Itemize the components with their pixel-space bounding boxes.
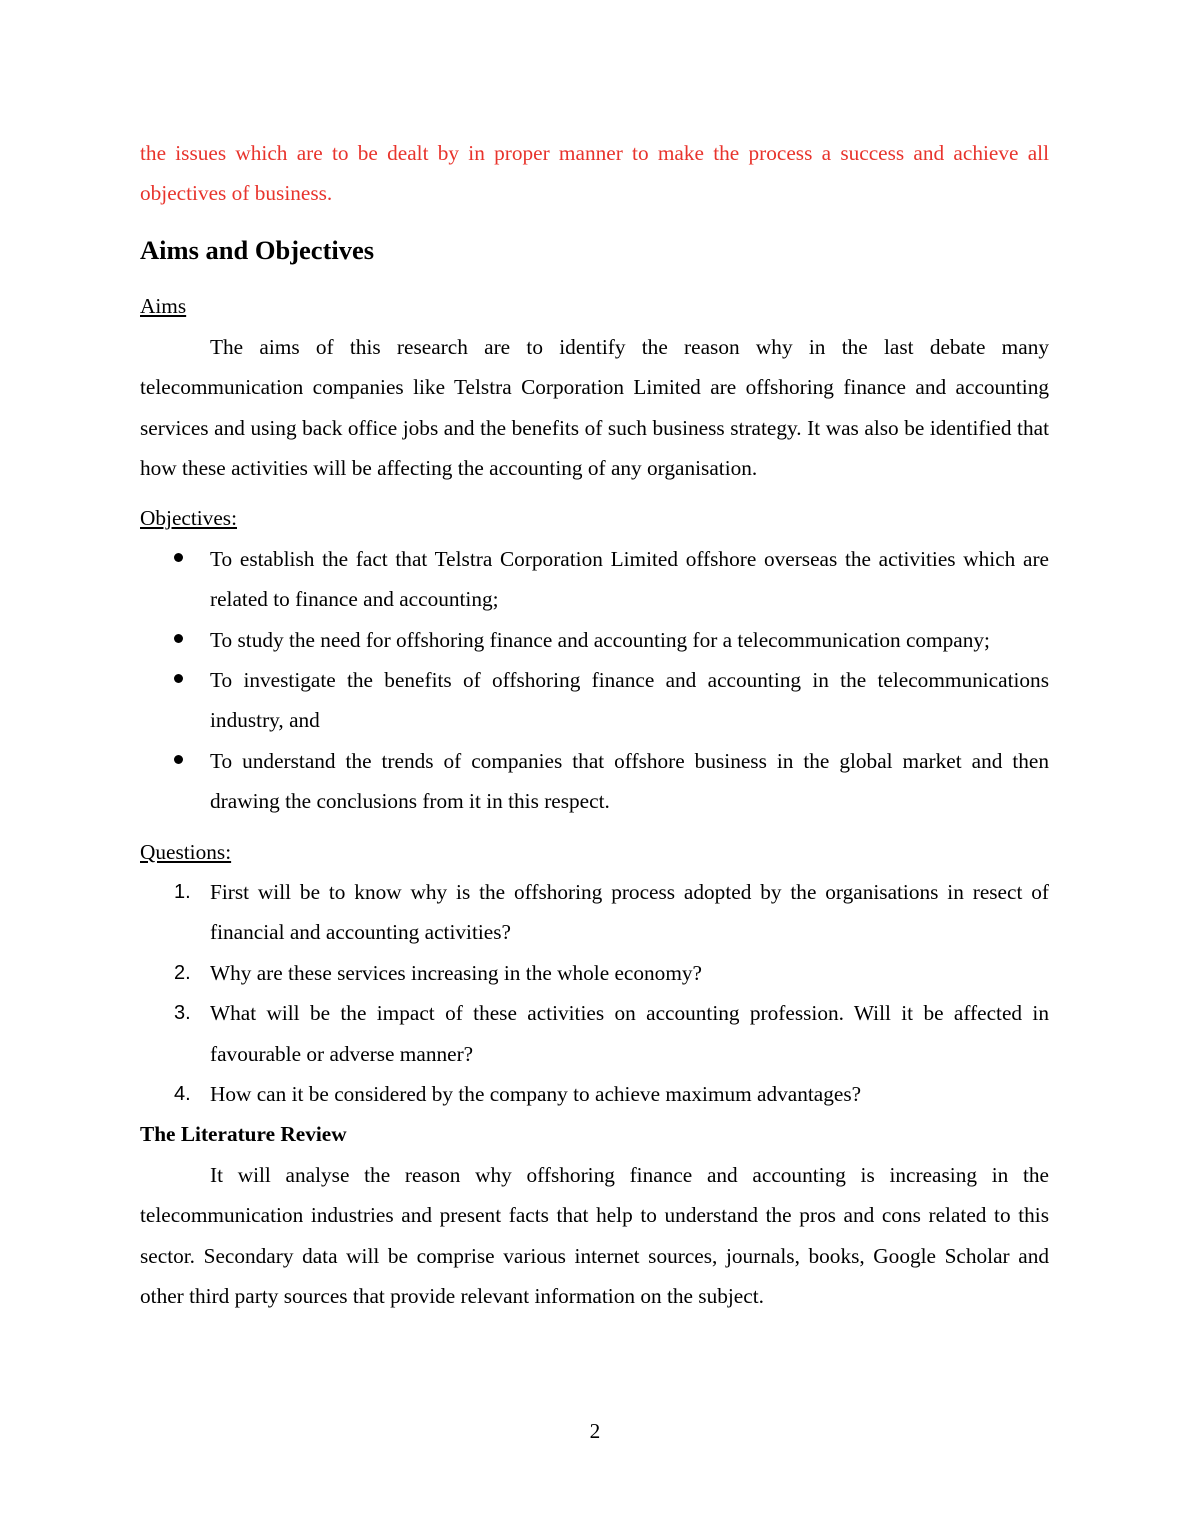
- list-item: [140, 539, 1049, 620]
- question-text: What will be the impact of these activities on accounting profession. Will it be affected in favourable or adverse manner?: [210, 1001, 1049, 1066]
- list-item: [140, 660, 1049, 741]
- list-number: 2.: [174, 961, 191, 984]
- list-number: 4.: [174, 1083, 191, 1106]
- objective-text: To study the need for offshoring finance and accounting for a telecommunication company;: [210, 627, 990, 652]
- aims-paragraph: The aims of this research are to identify the reason why in the last debate many telecommunication companies like Telstra Corporation Limited are offshoring finance and accounting services and using back office jobs and the benefits of such business strategy. It was also be identified that how these activities will be affecting the accounting of any organisation.: [140, 334, 1049, 480]
- question-text: Why are these services increasing in the whole economy?: [210, 960, 703, 985]
- question-text: How can it be considered by the company to achieve maximum advantages?: [210, 1082, 862, 1107]
- bullet-icon: [174, 553, 183, 562]
- objectives-list: [140, 539, 1049, 822]
- section-heading: Aims and Objectives: [140, 234, 375, 265]
- objective-text: To investigate the benefits of offshoring finance and accounting in the telecommunications industry, and: [210, 667, 1049, 733]
- literature-heading: The Literature Review: [140, 1122, 347, 1147]
- list-item: [140, 741, 1049, 822]
- questions-list: [140, 872, 1049, 1114]
- bullet-icon: [174, 674, 183, 683]
- aims-label: Aims: [140, 294, 187, 319]
- list-item: [140, 620, 1049, 660]
- document-page: [140, 133, 1049, 1316]
- objective-text: To understand the trends of companies that offshore business in the global market and then drawing the conclusions from it in this respect.: [210, 748, 1049, 814]
- list-item: [140, 872, 1049, 953]
- bullet-icon: [174, 755, 183, 764]
- literature-paragraph: It will analyse the reason why offshoring finance and accounting is increasing in the telecommunication industries and present facts that help to understand the pros and cons related to this sector. Secondary data will be comprise various internet sources, journals, books, Google Scholar and other third party sources that provide relevant information on the subject.: [140, 1162, 1049, 1309]
- objective-text: To establish the fact that Telstra Corporation Limited offshore overseas the activities which are related to finance and accounting;: [210, 546, 1049, 612]
- question-text: First will be to know why is the offshoring process adopted by the organisations in resect of financial and accounting activities?: [210, 880, 1049, 945]
- intro-paragraph: the issues which are to be dealt by in proper manner to make the process a success and achieve all objectives of business.: [140, 141, 1049, 206]
- list-item: [140, 993, 1049, 1074]
- list-number: 3.: [174, 1002, 191, 1025]
- questions-label: Questions:: [140, 839, 232, 864]
- bullet-icon: [174, 634, 183, 643]
- list-number: 1.: [174, 881, 191, 903]
- list-item: [140, 953, 1049, 993]
- objectives-label: Objectives:: [140, 506, 237, 531]
- page-number: 2: [589, 1419, 601, 1443]
- list-item: [140, 1074, 1049, 1114]
